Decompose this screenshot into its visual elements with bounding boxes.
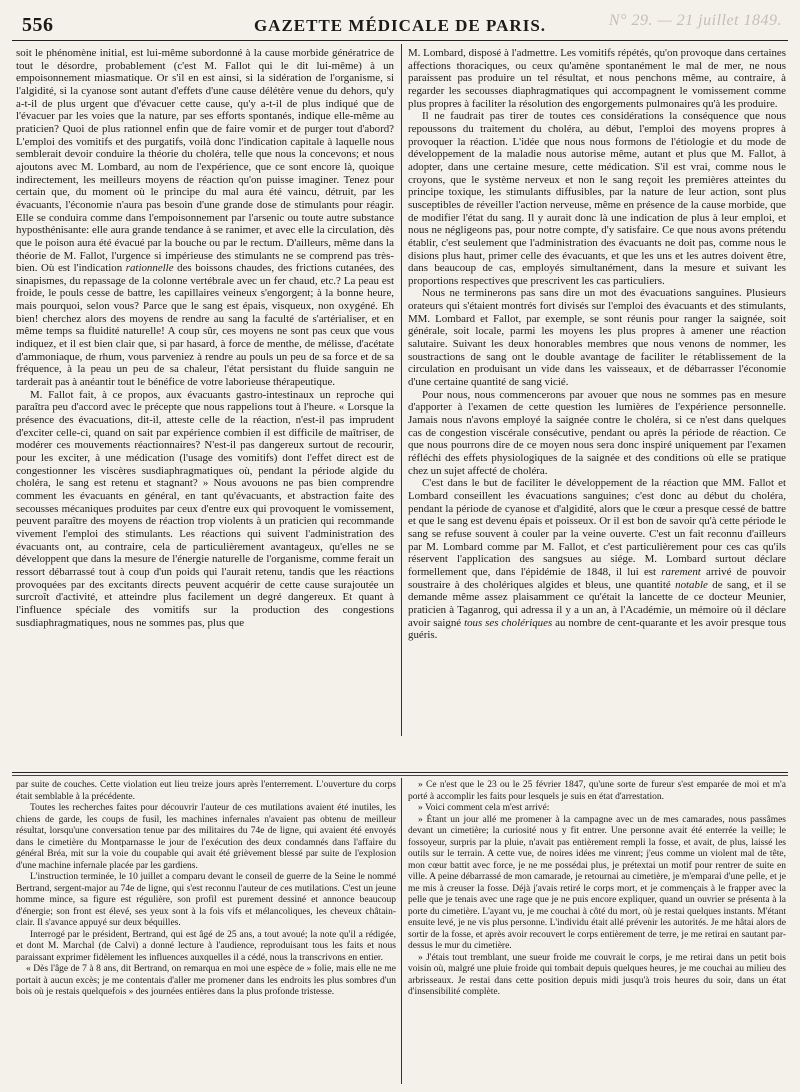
paragraph: L'instruction terminée, le 10 juillet a comparu devant le conseil de guerre de la Seine le nommé Bertrand, sergent-major au 74e de ligne, qui s'est reconnu l'auteur de ces mutilations. C'est un jeune homme mince, sa figure est régulière, son profil est purement dessiné et annonce beaucoup d'énergie; son front est élevé, ses yeux sont à la fois vifs et mélancoliques, les cheveux châtain-clair. Il s'avance appuyé sur deux béquilles.	[16, 872, 396, 928]
page-number: 556	[22, 14, 54, 36]
page-title: GAZETTE MÉDICALE DE PARIS.	[253, 16, 547, 35]
paragraph: M. Fallot fait, à ce propos, aux évacuants gastro-intestinaux un reproche qui paraîtra peu d'accord avec le précepte que nous rappelions tout à l'heure. « Lorsque la présence des évacuations, dit-il, atteste celle de la réaction, n'est-il pas imprudent d'exciter celle-ci, quand on sait par expérience combien il est difficile de maîtriser, de modérer ces mouvements réactionnaires? N'est-il pas dangereux surtout de recourir, pour les exciter, à une médication (l'usage des vomitifs) dont l'effet direct est de congestionner les viscères susdiaphragmatiques où, pendant la période algide du choléra, le sang est retenu et stagnant? » Nous avouons ne pas bien comprendre comment les évacuants en général, en tant qu'évacuants, et abstraction faite des secousses mécaniques produites par ceux d'entre eux qui provoquent le vomissement, peuvent paraître des moyens de réaction trop violents à un praticien qui recommande vivement l'emploi des stimulants. Les réactions qui suivent l'administration des évacuants ont, au contraire, cela de particulièrement avantageux, qu'elles ne se développent que dans la mesure de l'énergie naturelle de l'organisme, comme ferait un ressort débarrassé tout à coup d'un poids qui l'aurait retenu, tandis que les réactions provoquées par des excitants directs peuvent acquérir de cette cause surajoutée un surcroît d'activité, et atteindre plus facilement un degré dangereux. Et quant à l'influence spéciale des vomitifs sur la production des congestions susdiaphragmatiques, nous ne sommes pas, plus que	[16, 388, 394, 629]
lower-left-column	[16, 780, 396, 1086]
paragraph: M. Lombard, disposé à l'admettre. Les vomitifs répétés, qu'on provoque dans certaines affections thoraciques, ou ceux qu'amène spontanément le mal de mer, ne nous paraissent pas produire un tel résultat, et nous penchons même, au contraire, à regarder les secousses diaphragmatiques qui accompagnent le vomissement comme plus propres à faciliter la résolution des engorgements pulmonaires qu'à les produire.	[408, 47, 786, 110]
section-divider	[12, 775, 788, 776]
paragraph: C'est dans le but de faciliter le développement de la réaction que MM. Fallot et Lombard conseillent les évacuations sanguines; c'est donc au début du choléra, pendant la période de cyanose et d'algidité, alors que le cœur a presque cessé de battre et que le sang est devenu épais et poisseux. Or il est bon de savoir qu'à cette période le sang se refuse souvent à couler par la veine ouverte. C'est un fait reconnu d'ailleurs par M. Lombard comme par M. Fallot, et c'est particulièrement pour ces cas qu'ils réservent l'application des sangsues au siége. M. Lombard surtout déclare formellement que, dans l'épidémie de 1848, il lui est rarement arrivé de pouvoir soustraire à des cholériques algides et bleus, une quantité notable de sang, et il se demande même assez plaisamment ce qu'était la lancette de ce docteur Meunier, praticien à Taganrog, qui adressa il y a un an, à l'Académie, un mémoire où il déclare avoir saigné tous ses cholériques au nombre de cent-quarante et les avoir presque tous guéris.	[408, 477, 786, 642]
paragraph: Il ne faudrait pas tirer de toutes ces considérations la conséquence que nous repoussons du traitement du choléra, au début, l'emploi des moyens propres à provoquer la réaction. L'idée que nous nous formons de l'étiologie et du mode de développement de la maladie nous autorise même, autant et plus que M. Fallot, à adopter, dans une certaine mesure, cette médication. S'il est vrai, comme nous le croyons, que le système nerveux et non le sang reçoit les premières atteintes du principe toxique, les stimulants diffusibles, par la nature de leur action, sont plus susceptibles de réveiller l'action nerveuse, même en présence de la cause morbide, que de modifier l'état du sang. Il y aurait donc là une indication de plus à leur emploi, et nous ne négligeons pas, pour notre compte, d'y satisfaire. Ce que nous avons prétendu établir, c'est seulement que l'administration des évacuants ne doit pas, comme nous le disions plus haut, primer celle des évacuants, et que les uns et les autres doivent être, dans beaucoup de cas, employés simultanément, dans la mesure et suivant les proportions respectives que prescrivent les cas particuliers.	[408, 110, 786, 287]
page-header	[12, 6, 788, 41]
quoted-paragraph: « Dès l'âge de 7 à 8 ans, dit Bertrand, on remarqua en moi une espèce de » folie, mais elle ne me portait à aucun excès; je me contentais d'aller me promener dans les endroits les plus sombres d'un bois où je restais quelquefois » des journées entières dans la plus profonde tristesse.	[16, 964, 396, 997]
quoted-paragraph: » J'étais tout tremblant, une sueur froide me couvrait le corps, je me retirai dans un petit bois voisin où, malgré une pluie froide qui tombait depuis quelques heures, je me couchai au milieu des arbrisseaux. Je restai dans cette position depuis midi jusqu'à trois heures du soir, dans un état d'insensibilité complète.	[408, 952, 786, 997]
paragraph: Toutes les recherches faites pour découvrir l'auteur de ces mutilations avaient été inutiles, les chiens de garde, les coups de fusil, les machines infernales n'avaient pas obtenu de meilleur résultat, lorsqu'une conversation tenue par des militaires du 74e de ligne, qui avaient été envoyés dans le cimetière du Montparnasse le jour de l'exécution des deux condamnés dans l'affaire du général Bréa, mit sur la voie du coupable qui avait été grièvement blessé par suite de l'explosion d'une machine infernale placée par les gardiens.	[16, 803, 396, 871]
upper-left-column	[16, 47, 394, 687]
paragraph: soit le phénomène initial, est lui-même subordonné à la cause morbide génératrice de tout le désordre, probablement (c'est M. Fallot qui le dit lui-même) à un empoisonnement miasmatique. Or s'il en est ainsi, si la sidération de l'organisme, si l'algidité, si la cyanose sont autant d'effets d'une cause délétère venue du dehors, qu'y a-t-il de plus urgent que d'évacuer cette cause, qu'y a-t-il de plus indiqué que de l'évacuer par les voies que la nature, par ses efforts spontanés, indique elle-même au praticien? Quoi de plus rationnel enfin que de faire vomir et de purger tout d'abord? L'emploi des vomitifs et des purgatifs, voilà donc l'indication capitale à laquelle nous semblerait devoir conduire la théorie du choléra, telle que nous la concevons; et nous ajoutons avec M. Lombard, au nom de l'expérience, que ce sont encore là, quoique indirectement, les meilleurs moyens de réaction qu'on puisse imaginer. Tenez pour certain que, du moment où le principe du mal aura été vaincu, détruit, par les évacuants, l'économie n'aura pas besoin d'une grande dose de stimulants pour réagir. Elle se conduira comme dans l'empoisonnement par l'arsenic ou toute autre substance hyposthénisante: elle aura grande tendance à se ranimer, et avec elle la circulation, dès que le poison aura été évacué par la bouche ou par le rectum. D'ailleurs, même dans la théorie de M. Fallot, l'urgence si impérieuse des stimulants ne se comprend pas très-bien. Où est l'indication rationnelle des boissons chaudes, des frictions cutanées, des sinapismes, du repassage de la colonne vertébrale avec un fer chaud, etc.? La peau est froide, le pouls cesse de battre, les capillaires veineux s'engorgent; à la bonne heure, mais pourquoi, selon vous? Parce que le sang est épais, visqueux, non oxygéné. Eh bien! cherchez alors des moyens de rendre au sang la faculté de s'artérialiser, et en même temps sa fluidité naturelle! A coup sûr, ces moyens ne sont pas ceux que vous indiquez, et il est bien clair que, si par hasard, à force de menthe, de mélisse, d'acétate d'ammoniaque, de rhum, vous parveniez à rendre au pouls un peu de sa force et de sa fréquence, à la peau un peu de sa chaleur, l'état persistant du fluide sanguin ne tarderait pas à anéantir tout le bénéfice de votre laborieuse thérapeutique.	[16, 47, 394, 389]
quoted-paragraph: » Ce n'est que le 23 ou le 25 février 1847, qu'une sorte de fureur s'est emparée de moi et m'a porté à accomplir les faits pour lesquels je suis en état d'arrestation.	[408, 780, 786, 802]
section-divider	[12, 772, 788, 773]
upper-right-column	[408, 47, 786, 735]
column-divider	[401, 44, 402, 736]
paragraph: Pour nous, nous commencerons par avouer que nous ne sommes pas en mesure d'apporter à l'examen de cette question les lumières de l'expérience personnelle. Jamais nous n'avons employé la saignée contre le choléra, si ce n'est dans quelques cas de congestion viscérale consécutive, pendant ou après la période de réaction. Ce que nous pourrons dire de ce moyen nous sera donc inspiré uniquement par l'examen réfléchi des effets physiologiques de la saignée et des conditions où elle se pratique chez un sujet affecté de choléra.	[408, 388, 786, 477]
column-divider	[401, 778, 402, 1084]
quoted-paragraph: » Étant un jour allé me promener à la campagne avec un de mes camarades, nous passâmes devant un cimetière; la curiosité nous y fit entrer. Une personne avait été enterrée la veille; le fossoyeur, surpris par la pluie, n'avait pas entièrement rempli la fosse, et avait, de plus, laissé les outils sur le terrain. A cette vue, de noires idées me vinrent; j'eus comme un violent mal de tête, mon cœur battit avec force, je ne me possédai plus, je prétextai un motif pour rentrer de suite en ville. A peine débarrassé de mon camarade, je retournai au cimetière, je m'emparai d'une pelle, et je me mis à creuser la fosse. Déjà j'avais retiré le corps mort, et je commençais à le frapper avec la pelle que je tenais avec une rage que je ne puis encore expliquer, quand un ouvrier se présenta à la porte du cimetière. L'ayant vu, je me couchai à côté du mort, où je restai quelques instants. M'étant ensuite levé, je ne vis plus personne. L'individu était allé prévenir les autorités. Je me hâtai alors de sortir de la fosse, et après avoir recouvert le corps entièrement de terre, je me retirai en sautant par-dessus le mur du cimetière.	[408, 814, 786, 951]
lower-right-column	[408, 780, 786, 1086]
bleed-through-text: N° 29. — 21 juillet 1849.	[608, 12, 782, 29]
paragraph: par suite de couches. Cette violation eut lieu treize jours après l'enterrement. L'ouverture du corps était semblable à la précédente.	[16, 780, 396, 802]
quoted-paragraph: » Voici comment cela m'est arrivé:	[418, 803, 550, 813]
paragraph: Interrogé par le président, Bertrand, qui est âgé de 25 ans, a tout avoué; la note qu'il a rédigée, et dont M. Marchal (de Calvi) a donné lecture à l'audience, reproduisant tous les faits et nous paraissant exprimer fidèlement les influences auxquelles il a cédé, nous la transcrivons en entier.	[16, 929, 396, 963]
paragraph: Nous ne terminerons pas sans dire un mot des évacuations sanguines. Plusieurs orateurs qui s'étaient montrés fort divisés sur l'emploi des évacuants et des stimulants, MM. Lombard et Fallot, par exemple, se sont réunis pour ranger la saignée, soit générale, soit locale, parmi les moyens les plus propres à amener une réaction salutaire. Suivant les deux honorables membres que nous venons de nommer, les soustractions de sang ont le double avantage de faciliter le rétablissement de la circulation en produisant un vide dans les vaisseaux, et de débarrasser l'économie d'une certaine quantité de sang vicié.	[408, 287, 786, 389]
